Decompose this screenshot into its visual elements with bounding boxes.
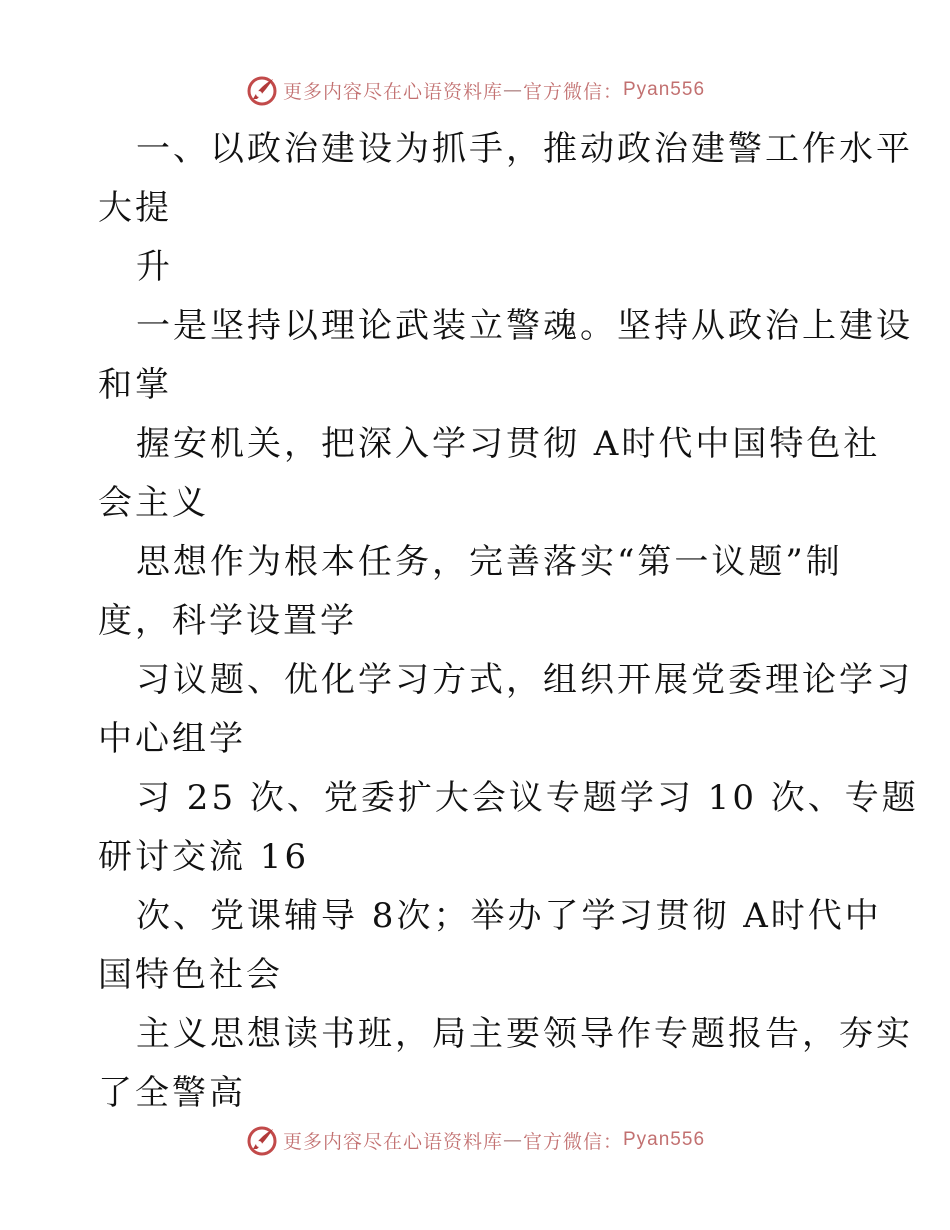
- text-line: 握安机关，把深入学习贯彻 A时代中国特色社: [136, 424, 881, 464]
- text-line: 大提: [98, 188, 172, 228]
- text-line: 和掌: [98, 365, 172, 405]
- footer-banner-account-label: 官方微信：: [522, 1130, 623, 1153]
- text-line: 度，科学设置学: [98, 601, 357, 641]
- text-line: 一、以政治建设为抓手，推动政治建警工作水平: [136, 129, 913, 169]
- text-line: 研讨交流 16: [98, 837, 310, 877]
- footer-watermark-banner: [0, 1120, 950, 1160]
- header-watermark-banner: [0, 70, 950, 110]
- brush-pen-logo-icon: [245, 73, 279, 107]
- text-line: 会主义: [98, 483, 209, 523]
- text-line: 习 25 次、党委扩大会议专题学习 10 次、专题: [136, 778, 919, 818]
- header-banner-separator: —: [502, 79, 523, 101]
- text-line: 中心组学: [98, 719, 246, 759]
- text-line: 国特色社会: [98, 955, 283, 995]
- header-banner-account-label: 官方微信：: [522, 80, 623, 103]
- footer-banner-text: 更多内容尽在心语资料库: [282, 1130, 503, 1153]
- text-line: 了全警高: [98, 1073, 246, 1113]
- document-body: [98, 120, 919, 1123]
- brush-pen-logo-icon: [245, 1123, 279, 1157]
- footer-banner-separator: —: [502, 1129, 523, 1151]
- header-banner-account-handle: Pyan556: [623, 79, 706, 100]
- text-line: 一是坚持以理论武装立警魂。坚持从政治上建设: [136, 306, 913, 346]
- header-banner-text: 更多内容尽在心语资料库: [282, 80, 503, 103]
- footer-banner-account-handle: Pyan556: [623, 1129, 706, 1150]
- text-line: 主义思想读书班，局主要领导作专题报告，夯实: [136, 1014, 913, 1054]
- text-line: 习议题、优化学习方式，组织开展党委理论学习: [136, 660, 913, 700]
- text-line: 思想作为根本任务，完善落实“第一议题”制: [136, 542, 843, 582]
- text-line: 次、党课辅导 8次；举办了学习贯彻 A时代中: [136, 896, 882, 936]
- text-line: 升: [136, 247, 173, 287]
